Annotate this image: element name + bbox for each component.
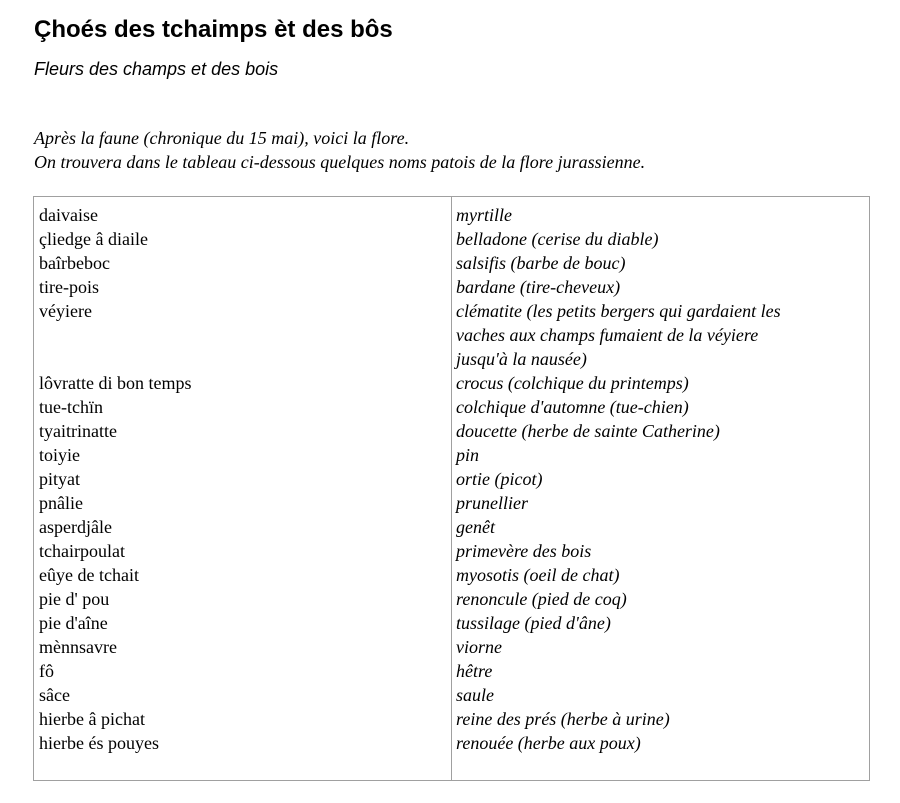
patois-term: baîrbeboc	[39, 253, 110, 273]
patois-term: toiyie	[39, 445, 80, 465]
patois-term: pityat	[39, 469, 80, 489]
french-translation: colchique d'automne (tue-chien)	[456, 397, 689, 417]
french-translation: prunellier	[456, 493, 528, 513]
french-column	[456, 203, 861, 755]
french-translation: myrtille	[456, 205, 512, 225]
french-translation: myosotis (oeil de chat)	[456, 565, 620, 585]
patois-term: véyiere	[39, 301, 92, 321]
french-translation: salsifis (barbe de bouc)	[456, 253, 626, 273]
patois-term: tyaitrinatte	[39, 421, 117, 441]
patois-term: pie d' pou	[39, 589, 110, 609]
page-subtitle: Fleurs des champs et des bois	[34, 59, 279, 79]
french-translation: renouée (herbe aux poux)	[456, 733, 641, 753]
column-divider	[451, 197, 452, 780]
intro-line: On trouvera dans le tableau ci-dessous quelques noms patois de la flore jurassienne.	[34, 152, 646, 172]
french-translation: bardane (tire-cheveux)	[456, 277, 621, 297]
patois-term: sâce	[39, 685, 70, 705]
french-translation: viorne	[456, 637, 502, 657]
patois-term: daivaise	[39, 205, 98, 225]
patois-term: tchairpoulat	[39, 541, 125, 561]
patois-term: tue-tchïn	[39, 397, 103, 417]
french-translation: genêt	[456, 517, 495, 537]
french-translation: pin	[456, 445, 480, 465]
patois-term: hierbe és pouyes	[39, 733, 159, 753]
french-translation: primevère des bois	[456, 541, 592, 561]
patois-term: pnâlie	[39, 493, 83, 513]
intro-paragraph	[34, 126, 645, 174]
french-translation: renoncule (pied de coq)	[456, 589, 627, 609]
patois-term: pie d'aîne	[39, 613, 108, 633]
patois-term: hierbe â pichat	[39, 709, 145, 729]
patois-term: fô	[39, 661, 54, 681]
french-translation: belladone (cerise du diable)	[456, 229, 659, 249]
french-translation: ortie (picot)	[456, 469, 543, 489]
patois-column	[39, 203, 444, 755]
intro-line: Après la faune (chronique du 15 mai), voici la flore.	[34, 128, 410, 148]
page-title: Çhoés des tchaimps èt des bôs	[34, 16, 393, 43]
french-translation: jusqu'à la nausée)	[456, 349, 587, 369]
french-translation: tussilage (pied d'âne)	[456, 613, 611, 633]
french-translation: vaches aux champs fumaient de la véyiere	[456, 325, 759, 345]
french-translation: hêtre	[456, 661, 493, 681]
patois-term: tire-pois	[39, 277, 99, 297]
patois-term: lôvratte di bon temps	[39, 373, 192, 393]
french-translation: saule	[456, 685, 494, 705]
french-translation: doucette (herbe de sainte Catherine)	[456, 421, 720, 441]
glossary-table	[33, 196, 870, 781]
patois-term: asperdjâle	[39, 517, 112, 537]
french-translation: crocus (colchique du printemps)	[456, 373, 689, 393]
patois-term: çliedge â diaile	[39, 229, 148, 249]
patois-term: eûye de tchait	[39, 565, 139, 585]
french-translation: reine des prés (herbe à urine)	[456, 709, 670, 729]
patois-term: mènnsavre	[39, 637, 117, 657]
french-translation: clématite (les petits bergers qui gardaient les	[456, 301, 781, 321]
